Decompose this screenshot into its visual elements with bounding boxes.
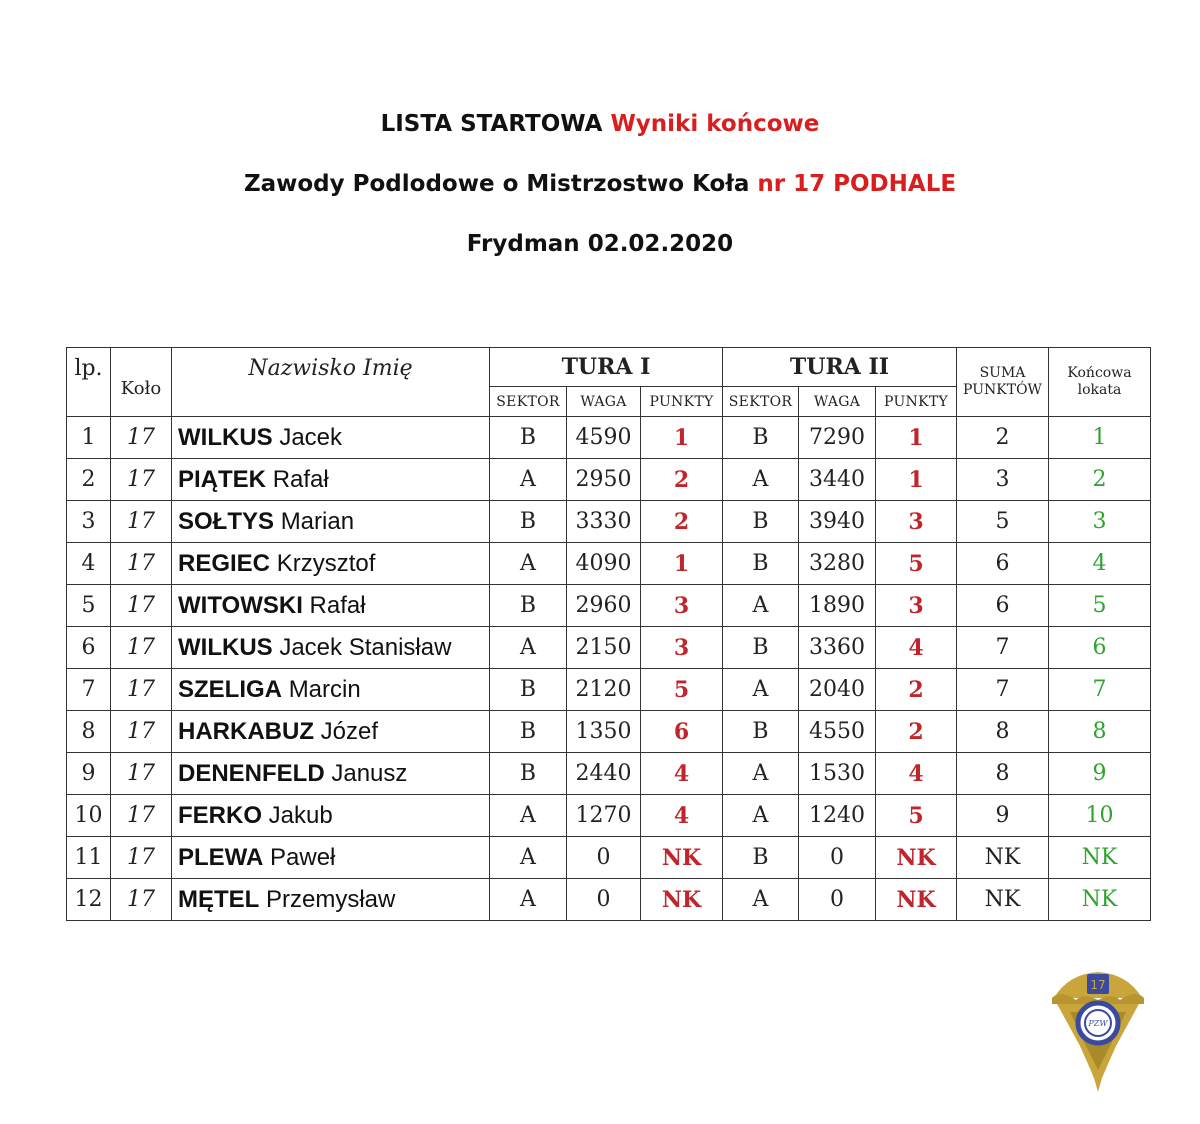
- row-surname: WILKUS: [178, 423, 273, 451]
- row-surname: REGIEC: [178, 549, 271, 577]
- row-suma: 6: [957, 543, 1049, 585]
- row-sektor-2: A: [723, 879, 799, 921]
- row-sektor-1: B: [490, 753, 567, 795]
- row-waga-2: 2040: [799, 669, 876, 711]
- row-punkty-2: NK: [876, 837, 957, 879]
- row-punkty-1: NK: [641, 837, 723, 879]
- row-kolo: 17: [111, 543, 172, 585]
- row-punkty-1: NK: [641, 879, 723, 921]
- pzw-club-emblem-icon: [1050, 968, 1146, 1094]
- table-row: [67, 669, 1151, 711]
- row-punkty-2: 4: [876, 753, 957, 795]
- row-sektor-1: A: [490, 795, 567, 837]
- row-sektor-1: B: [490, 417, 567, 459]
- row-lokata: 10: [1049, 795, 1151, 837]
- table-row: [67, 879, 1151, 921]
- row-lp: 8: [67, 711, 111, 753]
- row-lokata: NK: [1049, 837, 1151, 879]
- row-waga-1: 3330: [567, 501, 641, 543]
- row-kolo: 17: [111, 837, 172, 879]
- row-punkty-1: 2: [641, 459, 723, 501]
- row-waga-2: 1240: [799, 795, 876, 837]
- row-sektor-1: A: [490, 459, 567, 501]
- row-sektor-1: A: [490, 543, 567, 585]
- row-waga-2: 0: [799, 837, 876, 879]
- row-punkty-2: 4: [876, 627, 957, 669]
- row-lokata: 6: [1049, 627, 1151, 669]
- row-surname: WILKUS: [178, 633, 273, 661]
- row-sektor-2: B: [723, 543, 799, 585]
- header-tura-1: TURA I: [490, 348, 723, 387]
- row-name: [172, 669, 490, 711]
- row-suma: NK: [957, 837, 1049, 879]
- row-waga-1: 4090: [567, 543, 641, 585]
- row-first-name: Krzysztof: [276, 549, 376, 577]
- row-sektor-2: A: [723, 669, 799, 711]
- row-sektor-2: B: [723, 711, 799, 753]
- row-name: [172, 459, 490, 501]
- table-row: [67, 543, 1151, 585]
- row-sektor-2: B: [723, 417, 799, 459]
- row-name: [172, 753, 490, 795]
- row-sektor-2: B: [723, 837, 799, 879]
- title-line-2: [0, 171, 1200, 197]
- row-suma: 8: [957, 711, 1049, 753]
- row-lp: 7: [67, 669, 111, 711]
- row-punkty-2: 3: [876, 501, 957, 543]
- row-suma: 8: [957, 753, 1049, 795]
- row-sektor-2: A: [723, 585, 799, 627]
- row-punkty-2: 5: [876, 795, 957, 837]
- table-row: [67, 627, 1151, 669]
- row-first-name: Marcin: [288, 675, 361, 703]
- row-sektor-2: B: [723, 627, 799, 669]
- row-waga-2: 3440: [799, 459, 876, 501]
- row-lp: 12: [67, 879, 111, 921]
- table-row: [67, 501, 1151, 543]
- row-lokata: 7: [1049, 669, 1151, 711]
- row-punkty-2: 1: [876, 459, 957, 501]
- row-punkty-1: 2: [641, 501, 723, 543]
- header-name: Nazwisko Imię: [172, 348, 490, 417]
- row-lokata: 5: [1049, 585, 1151, 627]
- row-waga-2: 3280: [799, 543, 876, 585]
- row-waga-2: 3360: [799, 627, 876, 669]
- row-sektor-2: A: [723, 795, 799, 837]
- row-lp: 5: [67, 585, 111, 627]
- row-kolo: 17: [111, 669, 172, 711]
- row-suma: 3: [957, 459, 1049, 501]
- row-lokata: 8: [1049, 711, 1151, 753]
- row-suma: 5: [957, 501, 1049, 543]
- results-table: [66, 347, 1151, 921]
- row-suma: 9: [957, 795, 1049, 837]
- row-sektor-1: A: [490, 837, 567, 879]
- header-lp: lp.: [67, 348, 111, 417]
- row-lp: 9: [67, 753, 111, 795]
- row-name: [172, 417, 490, 459]
- row-first-name: Jacek Stanisław: [279, 633, 452, 661]
- row-waga-1: 2960: [567, 585, 641, 627]
- row-surname: WITOWSKI: [178, 591, 303, 619]
- row-name: [172, 795, 490, 837]
- row-waga-1: 4590: [567, 417, 641, 459]
- row-surname: PLEWA: [178, 843, 264, 871]
- row-waga-2: 0: [799, 879, 876, 921]
- club-name: nr 17 PODHALE: [757, 171, 957, 197]
- row-waga-2: 1530: [799, 753, 876, 795]
- header-suma: SUMA PUNKTÓW: [957, 348, 1049, 417]
- header-punkty-2: PUNKTY: [876, 387, 957, 417]
- row-kolo: 17: [111, 753, 172, 795]
- header-kolo: Koło: [111, 348, 172, 417]
- row-name: [172, 501, 490, 543]
- row-first-name: Józef: [320, 717, 379, 745]
- row-name: [172, 879, 490, 921]
- row-lokata: 4: [1049, 543, 1151, 585]
- header-row-main: [67, 348, 1151, 387]
- table-row: [67, 585, 1151, 627]
- header-sektor-1: SEKTOR: [490, 387, 567, 417]
- row-waga-2: 3940: [799, 501, 876, 543]
- row-punkty-2: NK: [876, 879, 957, 921]
- row-punkty-1: 1: [641, 543, 723, 585]
- row-first-name: Jakub: [268, 801, 333, 829]
- row-suma: 2: [957, 417, 1049, 459]
- header-waga-1: WAGA: [567, 387, 641, 417]
- row-punkty-2: 3: [876, 585, 957, 627]
- row-punkty-1: 1: [641, 417, 723, 459]
- title-line-1: [0, 111, 1200, 137]
- row-lp: 2: [67, 459, 111, 501]
- header-waga-2: WAGA: [799, 387, 876, 417]
- row-surname: HARKABUZ: [178, 717, 314, 745]
- row-waga-2: 1890: [799, 585, 876, 627]
- row-waga-1: 2150: [567, 627, 641, 669]
- row-suma: NK: [957, 879, 1049, 921]
- row-sektor-1: A: [490, 627, 567, 669]
- event-place-date: Frydman 02.02.2020: [466, 231, 734, 257]
- row-name: [172, 543, 490, 585]
- row-name: [172, 711, 490, 753]
- header-tura-2: TURA II: [723, 348, 957, 387]
- row-first-name: Rafał: [309, 591, 366, 619]
- row-surname: MĘTEL: [178, 885, 260, 913]
- row-first-name: Paweł: [270, 843, 336, 871]
- row-sektor-1: B: [490, 501, 567, 543]
- table-row: [67, 795, 1151, 837]
- row-punkty-2: 2: [876, 711, 957, 753]
- row-lokata: NK: [1049, 879, 1151, 921]
- row-punkty-1: 6: [641, 711, 723, 753]
- row-lokata: 3: [1049, 501, 1151, 543]
- row-punkty-2: 5: [876, 543, 957, 585]
- row-waga-1: 2120: [567, 669, 641, 711]
- emblem-number: 17: [1090, 978, 1106, 992]
- table-row: [67, 837, 1151, 879]
- row-kolo: 17: [111, 627, 172, 669]
- competition-name: Zawody Podlodowe o Mistrzostwo Koła: [243, 171, 750, 197]
- row-punkty-1: 5: [641, 669, 723, 711]
- row-waga-1: 1270: [567, 795, 641, 837]
- title-results-label: Wyniki końcowe: [610, 111, 820, 137]
- row-lp: 1: [67, 417, 111, 459]
- row-waga-1: 2440: [567, 753, 641, 795]
- row-waga-1: 1350: [567, 711, 641, 753]
- row-kolo: 17: [111, 879, 172, 921]
- row-name: [172, 837, 490, 879]
- row-punkty-1: 3: [641, 627, 723, 669]
- row-surname: SZELIGA: [178, 675, 283, 703]
- row-lp: 3: [67, 501, 111, 543]
- row-sektor-1: B: [490, 669, 567, 711]
- row-first-name: Marian: [280, 507, 355, 535]
- row-waga-1: 0: [567, 837, 641, 879]
- row-suma: 7: [957, 627, 1049, 669]
- table-row: [67, 753, 1151, 795]
- row-sektor-2: B: [723, 501, 799, 543]
- row-surname: SOŁTYS: [178, 507, 275, 535]
- header-lokata: Końcowa lokata: [1049, 348, 1151, 417]
- table-row: [67, 459, 1151, 501]
- row-lokata: 9: [1049, 753, 1151, 795]
- row-punkty-1: 3: [641, 585, 723, 627]
- row-surname: DENENFELD: [178, 759, 325, 787]
- row-waga-2: 7290: [799, 417, 876, 459]
- row-sektor-2: A: [723, 459, 799, 501]
- row-kolo: 17: [111, 417, 172, 459]
- row-punkty-2: 2: [876, 669, 957, 711]
- row-sektor-1: A: [490, 879, 567, 921]
- row-punkty-1: 4: [641, 753, 723, 795]
- row-lp: 6: [67, 627, 111, 669]
- row-sektor-1: B: [490, 711, 567, 753]
- header-punkty-1: PUNKTY: [641, 387, 723, 417]
- row-waga-1: 0: [567, 879, 641, 921]
- row-kolo: 17: [111, 501, 172, 543]
- table-row: [67, 417, 1151, 459]
- row-kolo: 17: [111, 459, 172, 501]
- table-row: [67, 711, 1151, 753]
- row-lp: 11: [67, 837, 111, 879]
- emblem-monogram: PZW: [1088, 1019, 1108, 1028]
- row-lokata: 1: [1049, 417, 1151, 459]
- row-first-name: Janusz: [331, 759, 408, 787]
- row-kolo: 17: [111, 795, 172, 837]
- row-punkty-1: 4: [641, 795, 723, 837]
- row-name: [172, 585, 490, 627]
- row-kolo: 17: [111, 711, 172, 753]
- row-lp: 10: [67, 795, 111, 837]
- row-waga-1: 2950: [567, 459, 641, 501]
- row-suma: 6: [957, 585, 1049, 627]
- row-sektor-1: B: [490, 585, 567, 627]
- row-waga-2: 4550: [799, 711, 876, 753]
- header-sektor-2: SEKTOR: [723, 387, 799, 417]
- row-first-name: Przemysław: [266, 885, 396, 913]
- row-suma: 7: [957, 669, 1049, 711]
- row-kolo: 17: [111, 585, 172, 627]
- row-first-name: Rafał: [272, 465, 329, 493]
- row-sektor-2: A: [723, 753, 799, 795]
- title-list-label: LISTA STARTOWA: [380, 111, 603, 137]
- row-surname: FERKO: [178, 801, 262, 829]
- row-first-name: Jacek: [279, 423, 343, 451]
- row-lp: 4: [67, 543, 111, 585]
- row-punkty-2: 1: [876, 417, 957, 459]
- row-name: [172, 627, 490, 669]
- row-surname: PIĄTEK: [178, 465, 267, 493]
- row-lokata: 2: [1049, 459, 1151, 501]
